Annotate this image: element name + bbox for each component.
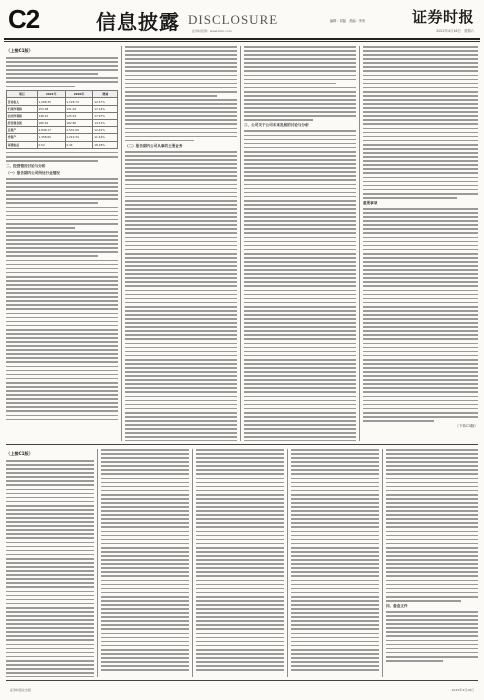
newspaper-logo: 证券时报 bbox=[411, 8, 474, 26]
section-title-en: DISCLOSURE bbox=[188, 12, 279, 27]
column-divider bbox=[240, 46, 241, 441]
website-line: 证券时报网：www.stcn.com bbox=[192, 29, 232, 33]
text-block bbox=[6, 460, 94, 677]
issue-date: 2022年4月16日 星期六 bbox=[436, 29, 474, 33]
column-divider bbox=[97, 449, 98, 677]
editor-line: 编辑：刘磊 美编：李荣 bbox=[330, 19, 366, 23]
section-subhead: （一）报告期内公司所处行业情况 bbox=[6, 170, 60, 175]
text-block bbox=[6, 57, 118, 87]
table-row: 每股收益 0.52 0.44 18.18% bbox=[7, 141, 118, 148]
masthead-rule-thin bbox=[4, 41, 480, 42]
text-block bbox=[363, 208, 478, 422]
column-divider bbox=[382, 449, 383, 677]
masthead bbox=[0, 0, 484, 40]
text-block bbox=[363, 46, 478, 199]
text-block bbox=[244, 46, 356, 121]
table-row: 总资产 2,846.17 2,531.69 12.42% bbox=[7, 127, 118, 134]
text-block bbox=[291, 449, 379, 671]
table-header: 项目 bbox=[7, 91, 38, 98]
bottom-column-1 bbox=[6, 449, 94, 677]
column-heading: （上接C1版） bbox=[6, 48, 33, 53]
bottom-column-5 bbox=[386, 449, 478, 677]
footer-rule bbox=[6, 680, 478, 681]
table-row: 净资产 1,358.60 1,219.34 11.42% bbox=[7, 134, 118, 141]
bottom-column-2 bbox=[101, 449, 189, 677]
top-column-2 bbox=[125, 46, 237, 441]
column-heading: （上接C1版） bbox=[6, 451, 33, 456]
section-title: 信息披露 bbox=[96, 10, 180, 34]
text-block bbox=[386, 611, 478, 662]
section-subhead: （二）报告期内公司从事的主要业务 bbox=[125, 143, 183, 148]
footer-publisher: 证券时报社出版 bbox=[10, 688, 32, 692]
bottom-column-4 bbox=[291, 449, 379, 677]
table-row: 归母净利润 153.48 131.02 17.14% bbox=[7, 105, 118, 112]
section-subhead: 重要事项 bbox=[363, 200, 378, 205]
section-subhead: 二、经营情况讨论与分析 bbox=[6, 163, 46, 168]
text-block bbox=[386, 449, 478, 602]
column-divider bbox=[287, 449, 288, 677]
text-block bbox=[196, 449, 284, 671]
section-subhead: 四、备查文件 bbox=[386, 603, 408, 608]
text-block bbox=[244, 130, 356, 441]
text-block bbox=[125, 46, 237, 141]
table-header-row bbox=[7, 91, 118, 98]
table-row: 经营现金流 186.42 162.80 14.51% bbox=[7, 119, 118, 126]
section-separator bbox=[6, 444, 478, 445]
top-column-3 bbox=[244, 46, 356, 441]
continued-note: （下转C3版） bbox=[455, 424, 478, 429]
top-column-4 bbox=[363, 46, 478, 441]
financial-table bbox=[6, 90, 118, 149]
table-header: 2020年 bbox=[65, 91, 93, 98]
column-divider bbox=[359, 46, 360, 441]
column-divider bbox=[192, 449, 193, 677]
masthead-rule bbox=[4, 38, 480, 40]
table-header: 增减 bbox=[93, 91, 118, 98]
table-row: 营业收入 1,268.35 1,126.74 12.57% bbox=[7, 98, 118, 105]
bottom-column-3 bbox=[196, 449, 284, 677]
table-header: 2021年 bbox=[37, 91, 65, 98]
text-block bbox=[101, 449, 189, 671]
table-row: 扣非净利润 148.21 125.63 17.97% bbox=[7, 112, 118, 119]
top-column-1 bbox=[6, 46, 118, 441]
page-number: C2 bbox=[8, 4, 40, 34]
text-block bbox=[6, 178, 118, 420]
footer-date: 2022年4月16日 bbox=[451, 688, 474, 692]
text-block bbox=[6, 152, 118, 162]
text-block bbox=[125, 151, 237, 441]
section-subhead: 三、公司关于公司未来发展的讨论与分析 bbox=[244, 123, 309, 128]
column-divider bbox=[121, 46, 122, 441]
